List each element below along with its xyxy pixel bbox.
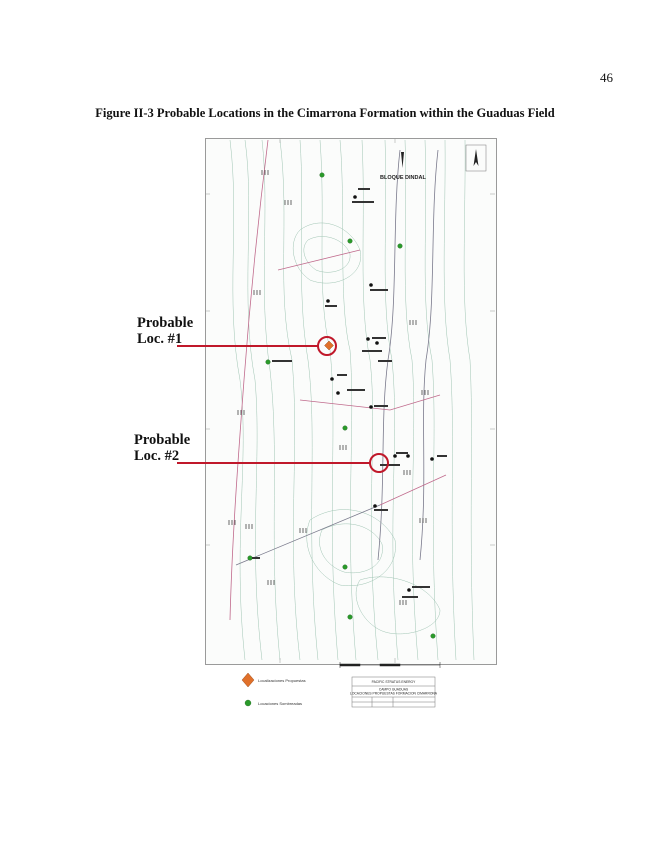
scale-bar [340,662,440,668]
title-block-company: PACIFIC STRATUS ENERGY [371,680,416,684]
well-icon [393,454,397,458]
well-icon [366,337,370,341]
north-arrow-icon [466,145,486,171]
proposed-location-diamond-icon [325,341,334,350]
callout-2-line2: Loc. #2 [134,448,180,464]
well-icon [406,454,410,458]
legend-label-wells: Locaciones Sombreadas [258,701,303,706]
contour-lines [230,140,474,660]
producing-well-icon [343,565,348,570]
well-icon [336,391,340,395]
well-icon [369,283,373,287]
legend-label-proposed: Localizaciones Propuestas [258,678,306,683]
producing-well-icon [431,634,436,639]
legend-green-circle-icon [245,700,251,706]
producing-well-icon [348,239,353,244]
well-icon [369,405,373,409]
producing-well-icon [320,173,325,178]
fault-tick-marks [229,170,428,605]
callout-markers [177,337,388,472]
producing-well-icon [266,360,271,365]
well-icon [407,588,411,592]
legend-diamond-icon [242,673,254,687]
block-label: BLOQUE DINDAL [380,175,426,181]
figure-caption: Figure II-3 Probable Locations in the Cimarrona Formation within the Guaduas Field [95,106,555,120]
producing-well-icon [248,556,253,561]
producing-well-icon [398,244,403,249]
well-icon [430,457,434,461]
callout-label-1 [137,315,193,347]
callout-circle-2 [370,454,388,472]
producing-well-icon [348,615,353,620]
well-icon [330,377,334,381]
page-number: 46 [600,70,613,85]
well-labels [252,188,447,598]
callout-1-line1: Probable [137,315,194,331]
callout-2-line1: Probable [134,432,191,448]
callout-1-line2: Loc. #1 [137,331,183,347]
well-icon [326,299,330,303]
well-icon [353,195,357,199]
well-icon [375,341,379,345]
callout-label-2 [134,432,190,464]
map-legend [242,673,306,706]
block-marker-icon [401,152,404,168]
producing-well-icon [343,426,348,431]
well-icon [373,504,377,508]
title-block-line2: CAMPO GUADUAS [378,687,409,692]
fault-lines [230,140,446,620]
title-block-line3: LOCACIONES PROPUESTAS FORMACION CIMARRONA [350,691,437,696]
